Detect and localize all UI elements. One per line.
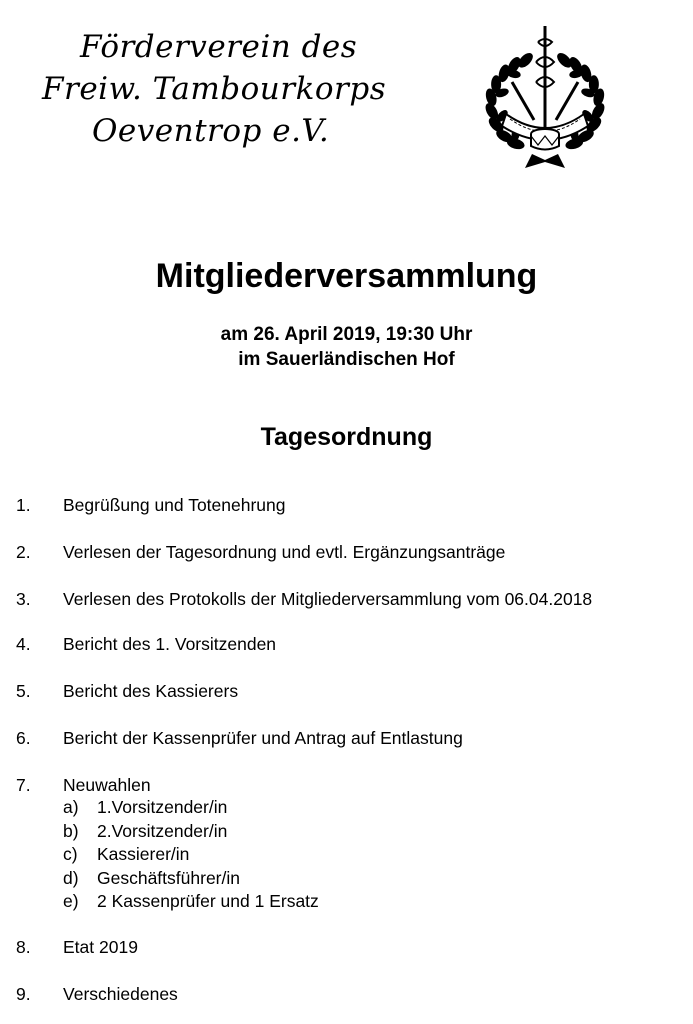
agenda-item — [16, 982, 178, 1006]
agenda-item — [16, 540, 505, 564]
agenda-item — [16, 773, 151, 797]
agenda-item — [16, 935, 138, 959]
sub-item-letter: c) — [63, 844, 78, 864]
page-title: Mitgliederversammlung — [155, 257, 538, 295]
meeting-date: am 26. April 2019, 19:30 Uhr — [220, 324, 473, 345]
sub-item — [63, 890, 319, 914]
sub-item — [63, 820, 319, 844]
org-name-line-3: Oeventrop e.V. — [92, 113, 330, 149]
sub-item — [63, 796, 319, 820]
sub-item-text: 1.Vorsitzender/in — [97, 797, 228, 817]
sub-item-text: Geschäftsführer/in — [97, 867, 240, 888]
agenda-item-number: 2. — [16, 542, 31, 562]
meeting-location: im Sauerländischen Hof — [238, 349, 455, 370]
sub-item — [63, 867, 319, 891]
agenda-item — [16, 493, 286, 517]
agenda-item-number: 5. — [16, 681, 31, 701]
agenda-item-number: 4. — [16, 634, 31, 654]
org-name-line-1: Förderverein des — [80, 29, 358, 65]
sub-item-letter: d) — [63, 867, 79, 888]
org-name-line-2: Freiw. Tambourkorps — [42, 71, 387, 107]
sub-item-letter: b) — [63, 820, 79, 841]
sub-item-letter: a) — [63, 797, 79, 817]
election-subitems — [63, 796, 319, 914]
agenda-item — [16, 726, 463, 750]
sub-item-text: Kassierer/in — [97, 844, 190, 864]
agenda-heading: Tagesordnung — [260, 423, 433, 451]
agenda-item-text: Bericht des 1. Vorsitzenden — [63, 634, 277, 654]
agenda-item-number: 1. — [16, 495, 31, 515]
sub-item-letter: e) — [63, 891, 79, 911]
agenda-item-text: Neuwahlen — [63, 775, 151, 795]
agenda-item-number: 3. — [16, 589, 31, 609]
agenda-item — [16, 587, 592, 611]
sub-item-text: 2.Vorsitzender/in — [97, 820, 228, 841]
sub-item-text: 2 Kassenprüfer und 1 Ersatz — [97, 891, 319, 911]
agenda-item-text: Verschiedenes — [63, 984, 178, 1004]
agenda-item-number: 6. — [16, 728, 31, 748]
agenda-item-text: Etat 2019 — [63, 937, 138, 957]
agenda-item — [16, 632, 276, 656]
agenda-item-text: Verlesen der Tagesordnung und evtl. Ergänzungsanträge — [63, 542, 506, 562]
agenda-item-text: Bericht der Kassenprüfer und Antrag auf Entlastung — [63, 728, 463, 748]
agenda-item-text: Verlesen des Protokolls der Mitgliederversammlung vom 06.04.2018 — [63, 589, 593, 609]
agenda-item — [16, 679, 238, 703]
agenda-item-number: 8. — [16, 937, 31, 957]
agenda-item-number: 9. — [16, 984, 31, 1004]
agenda-item-number: 7. — [16, 775, 31, 795]
sub-item — [63, 843, 319, 867]
agenda-item-text: Begrüßung und Totenehrung — [63, 495, 286, 515]
agenda-item-text: Bericht des Kassierers — [63, 681, 239, 701]
